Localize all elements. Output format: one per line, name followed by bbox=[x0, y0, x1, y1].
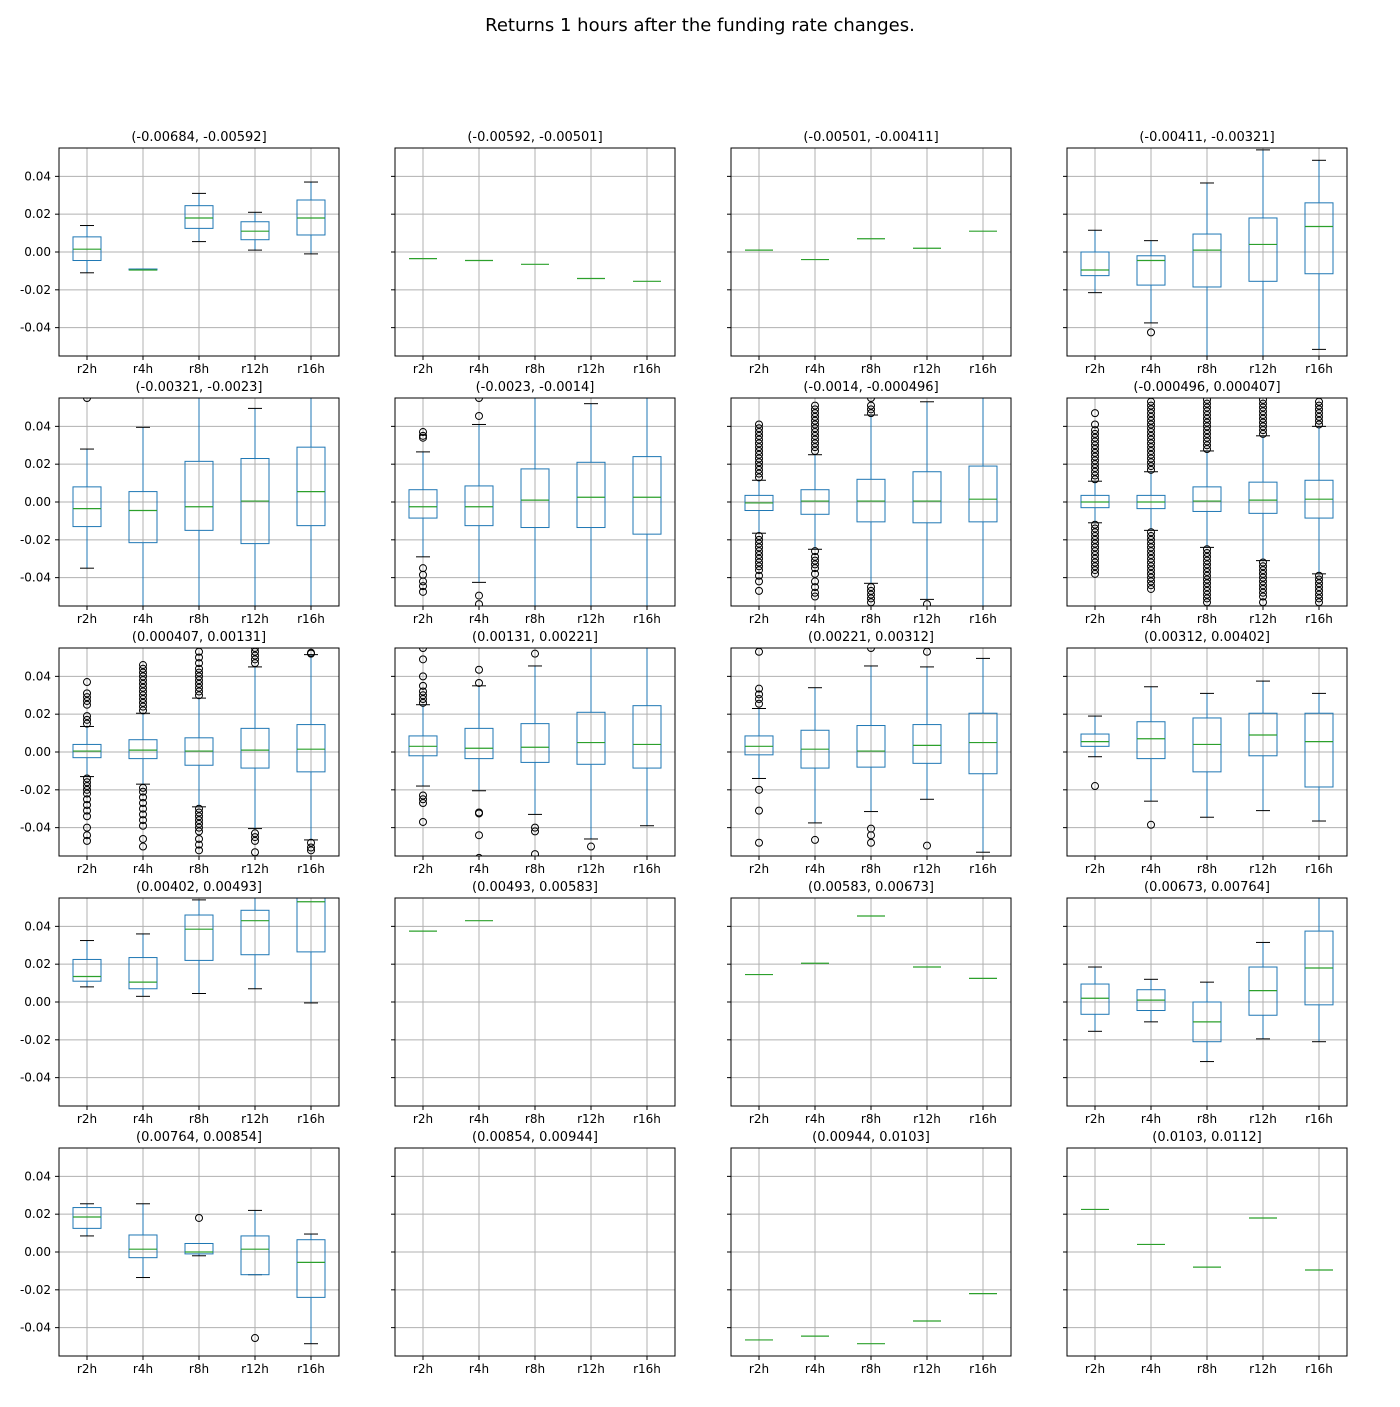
subplot-10 bbox=[391, 630, 675, 876]
x-tick-label: r8h bbox=[1196, 612, 1218, 626]
x-tick-label: r2h bbox=[76, 612, 98, 626]
x-tick-label: r8h bbox=[524, 862, 546, 876]
x-tick-label: r4h bbox=[468, 362, 490, 376]
x-tick-label: r2h bbox=[76, 1112, 98, 1126]
x-tick-label: r8h bbox=[524, 1112, 546, 1126]
x-tick-label: r12h bbox=[577, 1112, 605, 1126]
x-tick-label: r8h bbox=[1196, 362, 1218, 376]
x-tick-label: r4h bbox=[1140, 1362, 1162, 1376]
subplot-title: (-0.00592, -0.00501] bbox=[467, 130, 603, 145]
x-tick-label: r12h bbox=[913, 612, 941, 626]
x-tick-label: r8h bbox=[524, 362, 546, 376]
x-tick-label: r2h bbox=[412, 862, 434, 876]
x-tick-label: r8h bbox=[1196, 1362, 1218, 1376]
x-tick-label: r2h bbox=[748, 612, 770, 626]
x-tick-label: r4h bbox=[132, 862, 154, 876]
x-tick-label: r16h bbox=[1305, 362, 1333, 376]
subplot-3 bbox=[727, 130, 1011, 376]
x-tick-label: r12h bbox=[1249, 862, 1277, 876]
x-tick-label: r16h bbox=[297, 362, 325, 376]
x-tick-label: r4h bbox=[1140, 862, 1162, 876]
x-tick-label: r4h bbox=[804, 1112, 826, 1126]
x-tick-label: r12h bbox=[913, 362, 941, 376]
subplot-title: (0.00221, 0.00312] bbox=[808, 630, 934, 645]
subplot-title: (0.00854, 0.00944] bbox=[472, 1130, 598, 1145]
x-tick-label: r16h bbox=[1305, 612, 1333, 626]
x-tick-label: r16h bbox=[297, 1112, 325, 1126]
x-tick-label: r8h bbox=[524, 612, 546, 626]
subplot-title: (-0.00684, -0.00592] bbox=[131, 130, 267, 145]
x-tick-label: r16h bbox=[969, 362, 997, 376]
x-tick-label: r8h bbox=[860, 612, 882, 626]
x-tick-label: r12h bbox=[1249, 1112, 1277, 1126]
x-tick-label: r2h bbox=[1084, 1112, 1106, 1126]
x-tick-label: r16h bbox=[969, 1362, 997, 1376]
x-tick-label: r8h bbox=[188, 362, 210, 376]
subplot-12 bbox=[1063, 630, 1347, 876]
x-tick-label: r16h bbox=[1305, 1112, 1333, 1126]
subplot-title: (0.00131, 0.00221] bbox=[472, 630, 598, 645]
x-tick-label: r8h bbox=[188, 1362, 210, 1376]
x-tick-label: r16h bbox=[969, 862, 997, 876]
x-tick-label: r12h bbox=[913, 1362, 941, 1376]
y-tick-label: -0.02 bbox=[19, 782, 51, 797]
x-tick-label: r2h bbox=[412, 1362, 434, 1376]
subplot-17 bbox=[20, 1130, 339, 1376]
x-tick-label: r8h bbox=[860, 362, 882, 376]
x-tick-label: r4h bbox=[468, 612, 490, 626]
x-tick-label: r12h bbox=[241, 862, 269, 876]
subplot-title: (0.00944, 0.0103] bbox=[812, 1130, 930, 1145]
subplot-title: (-0.00411, -0.00321] bbox=[1139, 130, 1275, 145]
y-tick-label: -0.02 bbox=[19, 282, 51, 297]
subplot-5 bbox=[20, 380, 339, 626]
y-tick-label: 0.04 bbox=[24, 919, 51, 934]
x-tick-label: r8h bbox=[1196, 862, 1218, 876]
subplot-19 bbox=[727, 1130, 1011, 1376]
x-tick-label: r12h bbox=[577, 1362, 605, 1376]
x-tick-label: r16h bbox=[633, 612, 661, 626]
x-tick-label: r16h bbox=[633, 1112, 661, 1126]
x-tick-label: r2h bbox=[1084, 862, 1106, 876]
x-tick-label: r16h bbox=[297, 612, 325, 626]
x-tick-label: r2h bbox=[748, 1362, 770, 1376]
y-tick-label: -0.04 bbox=[19, 320, 51, 335]
subplot-title: (0.00312, 0.00402] bbox=[1144, 630, 1270, 645]
x-tick-label: r2h bbox=[1084, 362, 1106, 376]
y-tick-label: -0.04 bbox=[19, 1320, 51, 1335]
y-tick-label: 0.02 bbox=[24, 1207, 51, 1222]
subplot-18 bbox=[391, 1130, 675, 1376]
x-tick-label: r4h bbox=[132, 1362, 154, 1376]
x-tick-label: r12h bbox=[1249, 362, 1277, 376]
y-tick-label: 0.02 bbox=[24, 957, 51, 972]
subplot-title: (0.00673, 0.00764] bbox=[1144, 880, 1270, 895]
x-tick-label: r2h bbox=[412, 362, 434, 376]
x-tick-label: r2h bbox=[748, 362, 770, 376]
x-tick-label: r16h bbox=[297, 862, 325, 876]
y-tick-label: 0.02 bbox=[24, 457, 51, 472]
subplot-20 bbox=[1063, 1130, 1347, 1376]
y-tick-label: -0.02 bbox=[19, 1282, 51, 1297]
y-tick-label: -0.02 bbox=[19, 532, 51, 547]
x-tick-label: r4h bbox=[468, 1112, 490, 1126]
x-tick-label: r16h bbox=[633, 1362, 661, 1376]
y-tick-label: -0.04 bbox=[19, 570, 51, 585]
x-tick-label: r2h bbox=[76, 362, 98, 376]
subplot-title: (0.00493, 0.00583] bbox=[472, 880, 598, 895]
x-tick-label: r12h bbox=[241, 612, 269, 626]
x-tick-label: r4h bbox=[804, 612, 826, 626]
subplot-2 bbox=[391, 130, 675, 376]
subplot-8 bbox=[1063, 380, 1347, 626]
y-tick-label: 0.00 bbox=[24, 995, 51, 1009]
subplot-13 bbox=[20, 880, 339, 1126]
x-tick-label: r12h bbox=[1249, 1362, 1277, 1376]
x-tick-label: r12h bbox=[913, 1112, 941, 1126]
y-tick-label: -0.04 bbox=[19, 1070, 51, 1085]
x-tick-label: r4h bbox=[804, 362, 826, 376]
x-tick-label: r4h bbox=[1140, 362, 1162, 376]
x-tick-label: r4h bbox=[132, 362, 154, 376]
x-tick-label: r12h bbox=[241, 1362, 269, 1376]
y-tick-label: 0.00 bbox=[24, 745, 51, 759]
x-tick-label: r4h bbox=[804, 1362, 826, 1376]
subplot-4 bbox=[1063, 130, 1347, 376]
subplot-9 bbox=[20, 630, 339, 876]
x-tick-label: r8h bbox=[524, 1362, 546, 1376]
x-tick-label: r16h bbox=[1305, 1362, 1333, 1376]
x-tick-label: r12h bbox=[913, 862, 941, 876]
x-tick-label: r12h bbox=[241, 362, 269, 376]
y-tick-label: 0.00 bbox=[24, 1245, 51, 1259]
subplot-title: (-0.00501, -0.00411] bbox=[803, 130, 939, 145]
x-tick-label: r2h bbox=[412, 1112, 434, 1126]
x-tick-label: r12h bbox=[241, 1112, 269, 1126]
x-tick-label: r4h bbox=[1140, 1112, 1162, 1126]
x-tick-label: r12h bbox=[1249, 612, 1277, 626]
y-tick-label: 0.02 bbox=[24, 207, 51, 222]
subplot-title: (0.00764, 0.00854] bbox=[136, 1130, 262, 1145]
y-tick-label: 0.00 bbox=[24, 245, 51, 259]
subplot-title: (-0.000496, 0.000407] bbox=[1133, 380, 1281, 395]
subplot-16 bbox=[1063, 880, 1347, 1126]
subplot-11 bbox=[727, 630, 1011, 876]
subplot-title: (-0.0023, -0.0014] bbox=[475, 380, 595, 395]
x-tick-label: r2h bbox=[1084, 1362, 1106, 1376]
x-tick-label: r8h bbox=[860, 1362, 882, 1376]
x-tick-label: r2h bbox=[1084, 612, 1106, 626]
figure-title: Returns 1 hours after the funding rate changes. bbox=[485, 15, 915, 36]
subplot-14 bbox=[391, 880, 675, 1126]
x-tick-label: r12h bbox=[577, 862, 605, 876]
subplot-1 bbox=[20, 130, 339, 376]
y-tick-label: 0.00 bbox=[24, 495, 51, 509]
x-tick-label: r8h bbox=[188, 612, 210, 626]
x-tick-label: r2h bbox=[412, 612, 434, 626]
x-tick-label: r4h bbox=[468, 1362, 490, 1376]
x-tick-label: r4h bbox=[468, 862, 490, 876]
y-tick-label: 0.04 bbox=[24, 419, 51, 434]
x-tick-label: r8h bbox=[860, 862, 882, 876]
y-tick-label: -0.02 bbox=[19, 1032, 51, 1047]
subplot-title: (0.00583, 0.00673] bbox=[808, 880, 934, 895]
x-tick-label: r12h bbox=[577, 612, 605, 626]
x-tick-label: r8h bbox=[188, 862, 210, 876]
x-tick-label: r8h bbox=[188, 1112, 210, 1126]
x-tick-label: r2h bbox=[76, 1362, 98, 1376]
x-tick-label: r16h bbox=[633, 362, 661, 376]
x-tick-label: r4h bbox=[804, 862, 826, 876]
y-tick-label: 0.02 bbox=[24, 707, 51, 722]
y-tick-label: 0.04 bbox=[24, 1169, 51, 1184]
subplot-title: (0.000407, 0.00131] bbox=[131, 630, 267, 645]
subplot-title: (0.00402, 0.00493] bbox=[136, 880, 262, 895]
x-tick-label: r16h bbox=[297, 1362, 325, 1376]
x-tick-label: r8h bbox=[1196, 1112, 1218, 1126]
x-tick-label: r16h bbox=[1305, 862, 1333, 876]
y-tick-label: 0.04 bbox=[24, 669, 51, 684]
x-tick-label: r4h bbox=[1140, 612, 1162, 626]
x-tick-label: r2h bbox=[748, 1112, 770, 1126]
subplot-title: (0.0103, 0.0112] bbox=[1152, 1130, 1262, 1145]
subplot-title: (-0.0014, -0.000496] bbox=[803, 380, 939, 395]
subplot-title: (-0.00321, -0.0023] bbox=[135, 380, 263, 395]
x-tick-label: r16h bbox=[633, 862, 661, 876]
subplot-15 bbox=[727, 880, 1011, 1126]
x-tick-label: r8h bbox=[860, 1112, 882, 1126]
x-tick-label: r4h bbox=[132, 1112, 154, 1126]
x-tick-label: r12h bbox=[577, 362, 605, 376]
x-tick-label: r2h bbox=[76, 862, 98, 876]
x-tick-label: r16h bbox=[969, 1112, 997, 1126]
subplot-6 bbox=[391, 380, 675, 626]
y-tick-label: -0.04 bbox=[19, 820, 51, 835]
x-tick-label: r4h bbox=[132, 612, 154, 626]
y-tick-label: 0.04 bbox=[24, 169, 51, 184]
subplot-7 bbox=[727, 380, 1011, 626]
x-tick-label: r2h bbox=[748, 862, 770, 876]
x-tick-label: r16h bbox=[969, 612, 997, 626]
